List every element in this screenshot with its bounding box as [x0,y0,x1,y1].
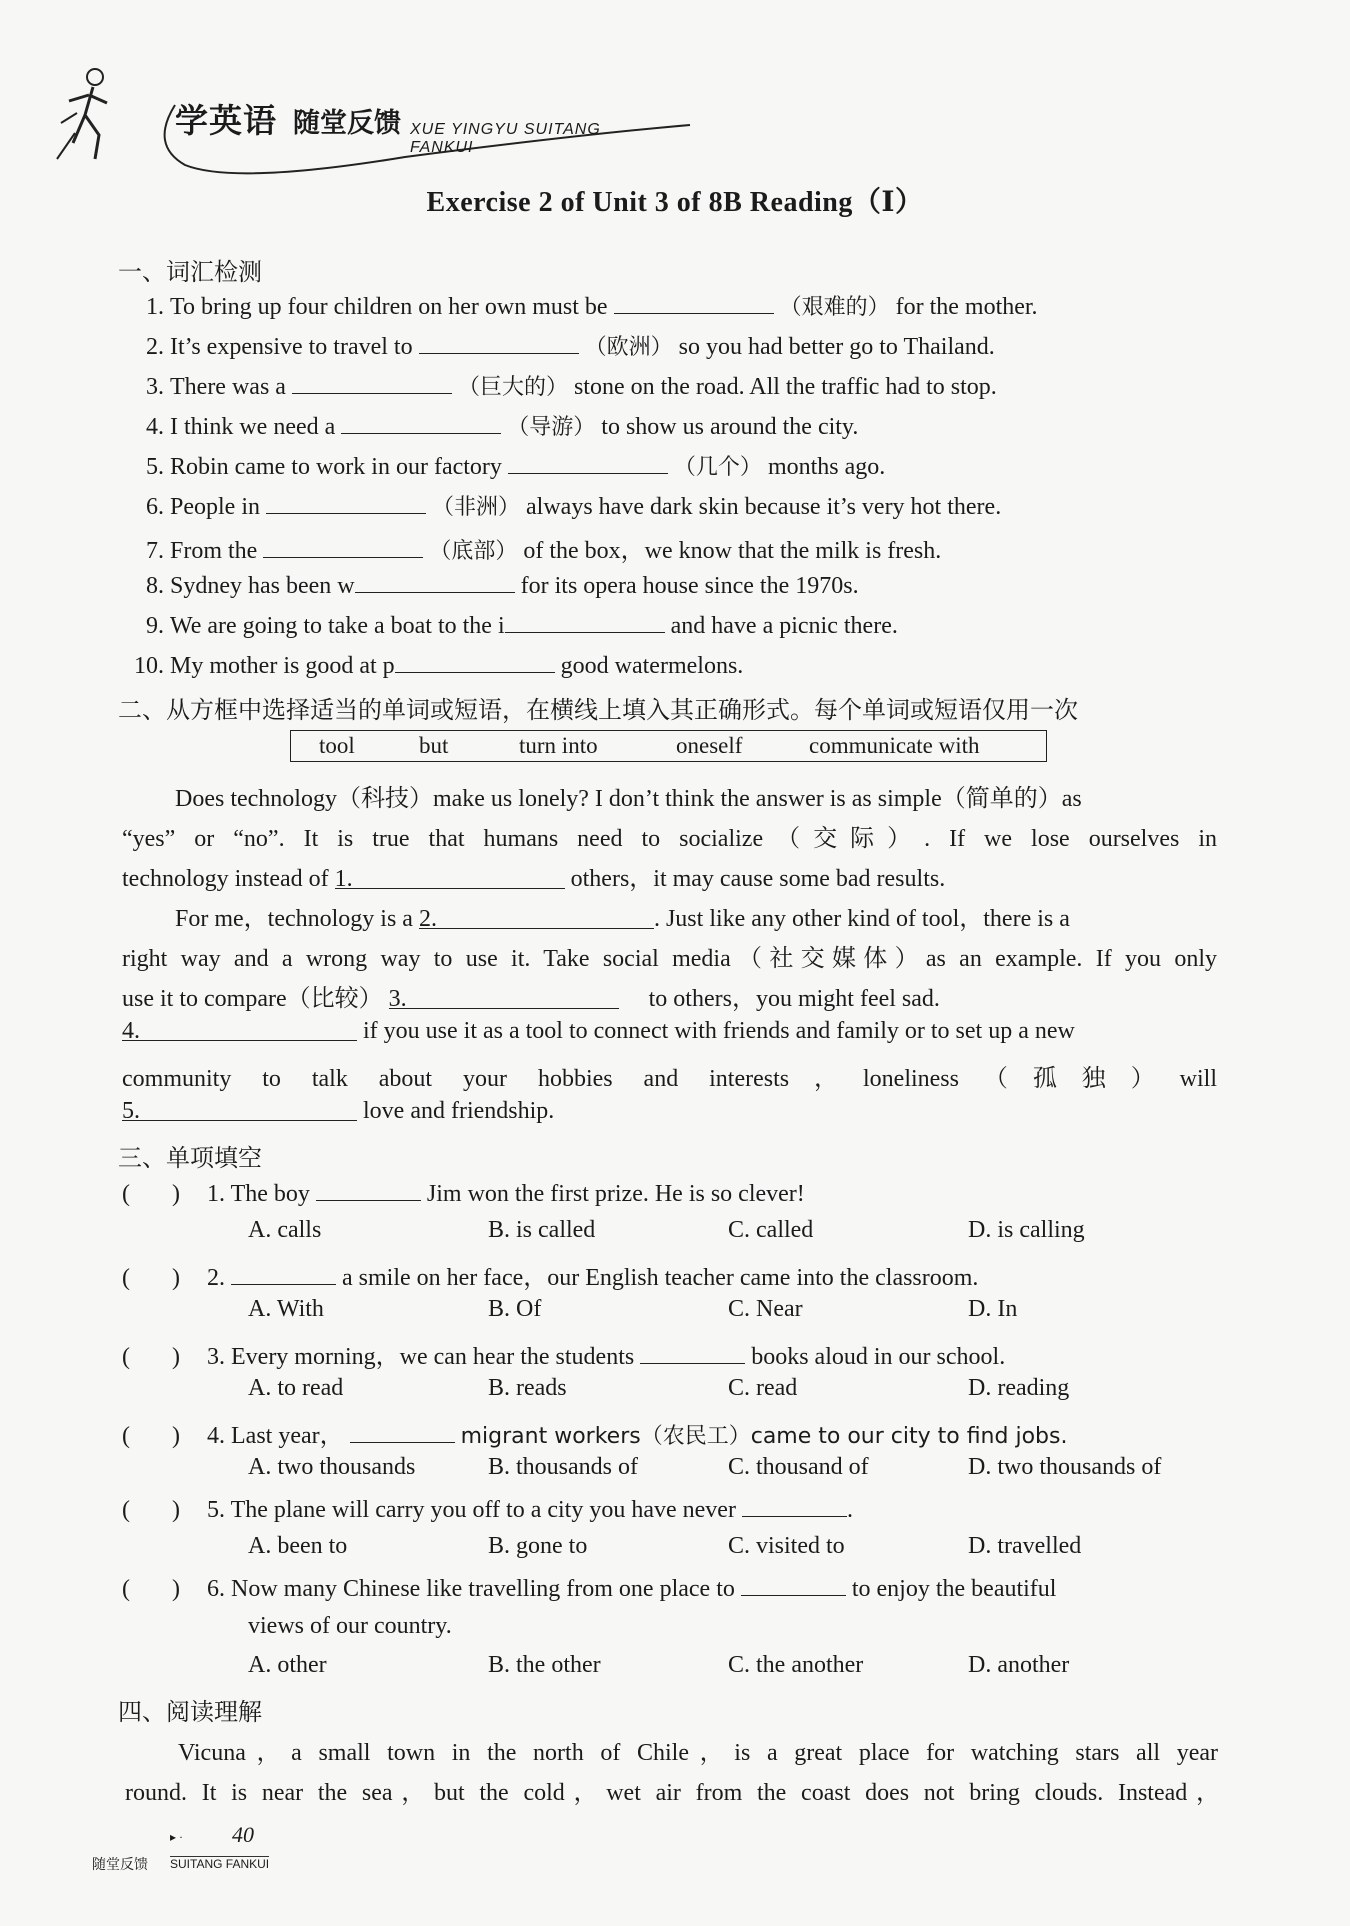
reading-line: Vicuna，a small town in the north of Chile，is a great place for watching stars all year [178,1740,1218,1766]
vocab-item: 3. There was a （巨大的） stone on the road. All the traffic had to stop. [130,370,997,401]
header [55,55,655,165]
option-d[interactable]: D. another [968,1652,1070,1678]
answer-blank[interactable] [505,610,665,633]
page-number: 40 [232,1822,254,1847]
answer-paren[interactable]: ( ) [122,1497,180,1523]
answer-blank[interactable] [231,1262,336,1285]
passage-line: For me，technology is a 2. . Just like any other kind of tool，there is a [175,906,1070,932]
footer-brand-cn: 随堂反馈 [92,1857,148,1873]
vocab-item: 8. Sydney has been w for its opera house since the 1970s. [130,570,859,600]
option-d[interactable]: D. is calling [968,1217,1085,1243]
option-c[interactable]: C. visited to [728,1533,845,1559]
section-2-heading: 二、从方框中选择适当的单词或短语，在横线上填入其正确形式。每个单词或短语仅用一次 [118,696,1078,724]
answer-blank[interactable] [614,291,774,314]
word-option: oneself [676,733,743,758]
option-d[interactable]: D. travelled [968,1533,1082,1559]
word-option: communicate with [809,733,980,758]
option-a[interactable]: A. other [248,1652,327,1678]
answer-paren[interactable]: ( ) [122,1576,180,1602]
answer-blank[interactable] [350,1420,455,1443]
option-b[interactable]: B. reads [488,1375,567,1401]
answer-blank[interactable] [508,451,668,474]
passage-blank-4[interactable]: 4. [122,1018,357,1041]
option-b[interactable]: B. the other [488,1652,601,1678]
passage-line: technology instead of 1. others，it may cause some bad results. [122,866,946,892]
word-option: but [419,733,449,758]
passage-line: community to talk about your hobbies and interests，loneliness（孤独）will [122,1066,1217,1092]
passage-line: use it to compare（比较） 3. to others，you might feel sad. [122,986,940,1012]
mc-question: ( ) 5. The plane will carry you off to a city you have never . [122,1494,853,1524]
page-arrow-icon: ▸ · [170,1830,184,1844]
answer-blank[interactable] [263,535,423,558]
vocab-item: 6. People in （非洲） always have dark skin because it’s very hot there. [130,490,1001,521]
exercise-title: Exercise 2 of Unit 3 of 8B Reading（Ⅰ） [426,187,924,218]
option-a[interactable]: A. two thousands [248,1454,416,1480]
vocab-item: 4. I think we need a （导游） to show us around the city. [130,410,858,441]
answer-blank[interactable] [419,331,579,354]
option-c[interactable]: C. called [728,1217,814,1243]
answer-blank[interactable] [266,491,426,514]
option-b[interactable]: B. gone to [488,1533,588,1559]
option-c[interactable]: C. thousand of [728,1454,869,1480]
option-c[interactable]: C. Near [728,1296,803,1322]
answer-blank[interactable] [316,1178,421,1201]
passage-line: “yes” or “no”. It is true that humans need to socialize（交际）. If we lose ourselves in [122,826,1217,852]
passage-line: 4. if you use it as a tool to connect with friends and family or to set up a new [122,1018,1075,1044]
option-a[interactable]: A. to read [248,1375,344,1401]
brand-title-en: XUE YINGYU SUITANG FANKUI [410,121,601,156]
option-c[interactable]: C. the another [728,1652,864,1678]
answer-blank[interactable] [741,1573,846,1596]
section-3-heading: 三、单项填空 [118,1144,262,1172]
mc-question-continued: views of our country. [248,1613,452,1639]
passage-blank-1[interactable]: 1. [335,866,565,889]
option-c[interactable]: C. read [728,1375,798,1401]
answer-paren[interactable]: ( ) [122,1423,180,1449]
passage-line: right way and a wrong way to use it. Take social media（社交媒体）as an example. If you only [122,946,1217,972]
vocab-item: 10. My mother is good at p good watermelons. [130,650,743,680]
answer-blank[interactable] [395,650,555,673]
vocab-item: 2. It’s expensive to travel to （欧洲） so you had better go to Thailand. [130,330,995,361]
word-option: tool [319,733,355,758]
brand-subtitle-cn: 随堂反馈 [293,108,401,139]
brand-title-cn: 学英语 [175,101,277,140]
option-d[interactable]: D. In [968,1296,1018,1322]
passage-blank-3[interactable]: 3. [389,986,619,1009]
vocab-item: 7. From the （底部） of the box，we know that the milk is fresh. [130,530,941,565]
option-b[interactable]: B. Of [488,1296,542,1322]
vocab-item: 5. Robin came to work in our factory （几个） months ago. [130,450,885,481]
passage-blank-2[interactable]: 2. [419,906,654,929]
mc-question: ( ) 1. The boy Jim won the first prize. He is so clever! [122,1178,805,1208]
answer-blank[interactable] [292,371,452,394]
option-b[interactable]: B. thousands of [488,1454,638,1480]
option-a[interactable]: A. calls [248,1217,322,1243]
word-option: turn into [519,733,598,758]
footer-brand-en: SUITANG FANKUI [170,1857,270,1871]
mc-question: ( ) 3. Every morning，we can hear the students books aloud in our school. [122,1336,1005,1371]
answer-blank[interactable] [742,1494,847,1517]
option-d[interactable]: D. reading [968,1375,1070,1401]
mc-question: ( ) 2. a smile on her face，our English teacher came into the classroom. [122,1257,978,1292]
option-a[interactable]: A. been to [248,1533,348,1559]
section-1-heading: 一、词汇检测 [118,258,262,286]
answer-blank[interactable] [341,411,501,434]
option-b[interactable]: B. is called [488,1217,596,1243]
answer-paren[interactable]: ( ) [122,1181,180,1207]
section-4-heading: 四、阅读理解 [118,1698,262,1726]
mc-question: ( ) 4. Last year， migrant workers（农民工）came to our city to find jobs. [122,1415,1067,1450]
option-a[interactable]: A. With [248,1296,324,1322]
word-box [290,730,1047,762]
vocab-item: 9. We are going to take a boat to the i and have a picnic there. [130,610,898,640]
runner-logo-icon [55,63,125,163]
answer-blank[interactable] [640,1341,745,1364]
answer-paren[interactable]: ( ) [122,1344,180,1370]
vocab-item: 1. To bring up four children on her own must be （艰难的） for the mother. [130,290,1038,321]
answer-blank[interactable] [355,570,515,593]
answer-paren[interactable]: ( ) [122,1265,180,1291]
passage-line: 5. love and friendship. [122,1098,555,1124]
reading-line: round. It is near the sea，but the cold，wet air from the coast does not bring clouds. Instead， [125,1780,1220,1806]
option-d[interactable]: D. two thousands of [968,1454,1162,1480]
passage-blank-5[interactable]: 5. [122,1098,357,1121]
passage-line: Does technology（科技）make us lonely? I don’t think the answer is as simple（简单的）as [175,786,1082,812]
mc-question: ( ) 6. Now many Chinese like travelling from one place to to enjoy the beautiful [122,1573,1056,1603]
